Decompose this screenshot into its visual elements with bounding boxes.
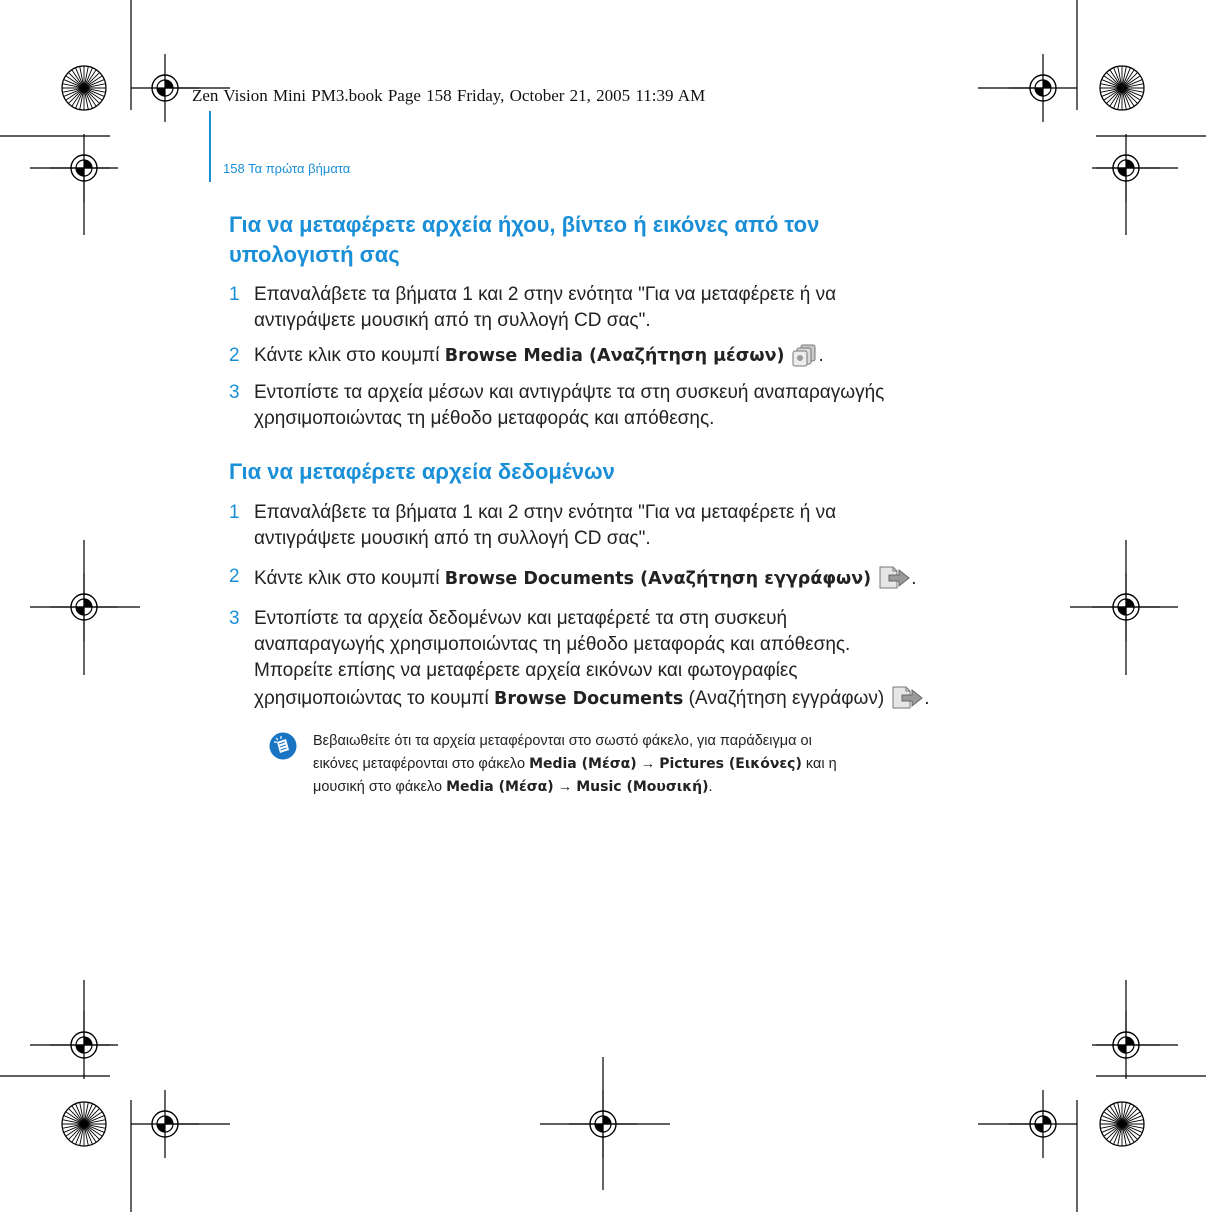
section-heading <box>229 210 1009 270</box>
note-line: Βεβαιωθείτε ότι τα αρχεία μεταφέρονται στο σωστό φάκελο, για παράδειγμα οι <box>313 733 812 749</box>
browse-documents-icon[interactable] <box>877 564 911 598</box>
list-item <box>229 500 999 552</box>
step-text: Εντοπίστε τα αρχεία δεδομένων και μεταφέρετέ τα στη συσκευή <box>254 608 788 629</box>
folder-media: Media (Μέσα) <box>529 756 637 772</box>
section-heading-line2: υπολογιστή σας <box>229 242 400 267</box>
browse-media-icon[interactable] <box>791 343 819 375</box>
step-text: Επαναλάβετε τα βήματα 1 και 2 στην ενότητα "Για να μεταφέρετε ή να <box>254 284 837 305</box>
note-line: μουσική στο φάκελο <box>313 779 447 795</box>
folder-pictures: Pictures (Εικόνες) <box>659 756 802 772</box>
note-line: εικόνες μεταφέρονται στο φάκελο <box>313 756 530 772</box>
step-number: 2 <box>229 345 240 366</box>
section-transfer-media <box>229 210 1009 270</box>
list-item <box>229 564 999 598</box>
step-number: 3 <box>229 608 240 629</box>
list-item <box>229 343 999 375</box>
step-text: χρησιμοποιώντας τη μέθοδο μεταφοράς και απόθεσης. <box>254 408 715 429</box>
print-slug-line: Zen Vision Mini PM3.book Page 158 Friday, October 21, 2005 11:39 AM <box>192 86 706 105</box>
note-line: και η <box>801 756 837 772</box>
step-text: αντιγράψετε μουσική από τη συλλογή CD σας". <box>254 310 651 331</box>
browse-documents-label: Browse Documents <box>494 689 684 709</box>
section-heading: Για να μεταφέρετε αρχεία δεδομένων <box>229 459 615 484</box>
step-text: Μπορείτε επίσης να μεταφέρετε αρχεία εικόνων και φωτογραφίες <box>254 660 798 681</box>
browse-media-label: Browse Media (Αναζήτηση μέσων) <box>444 346 785 366</box>
browse-documents-label: Browse Documents (Αναζήτηση εγγράφων) <box>444 569 872 589</box>
folder-media: Media (Μέσα) <box>446 779 554 795</box>
list-item <box>229 282 999 334</box>
step-text: (Αναζήτηση εγγράφων) <box>683 688 885 709</box>
step-text: Κάντε κλικ στο κουμπί <box>254 568 445 589</box>
note-icon <box>269 732 297 765</box>
step-text: Εντοπίστε τα αρχεία μέσων και αντιγράψτε τα στη συσκευή αναπαραγωγής <box>254 382 885 403</box>
step-number: 3 <box>229 382 240 403</box>
note-text <box>313 730 993 799</box>
browse-documents-icon[interactable] <box>890 684 924 718</box>
list-item <box>229 380 999 432</box>
running-head: 158 Τα πρώτα βήματα <box>223 161 351 176</box>
step-text-end: . <box>911 568 917 589</box>
step-number: 1 <box>229 502 240 523</box>
step-text-end: . <box>818 345 824 366</box>
step-text-end: . <box>924 688 930 709</box>
note-line: . <box>708 779 713 795</box>
section-heading-line1: Για να μεταφέρετε αρχεία ήχου, βίντεο ή εικόνες από τον <box>229 212 820 237</box>
step-text: αντιγράψετε μουσική από τη συλλογή CD σας". <box>254 528 651 549</box>
arrow: → <box>636 756 660 772</box>
list-item <box>229 606 999 718</box>
folder-music: Music (Μουσική) <box>576 779 709 795</box>
step-text: αναπαραγωγής χρησιμοποιώντας τη μέθοδο μεταφοράς και απόθεσης. <box>254 634 851 655</box>
arrow: → <box>553 779 577 795</box>
section-transfer-data <box>229 457 1009 487</box>
step-number: 1 <box>229 284 240 305</box>
step-text: Κάντε κλικ στο κουμπί <box>254 345 445 366</box>
running-head-bar <box>209 111 211 182</box>
step-text: Επαναλάβετε τα βήματα 1 και 2 στην ενότητα "Για να μεταφέρετε ή να <box>254 502 837 523</box>
step-text: χρησιμοποιώντας το κουμπί <box>254 688 495 709</box>
step-number: 2 <box>229 566 240 587</box>
